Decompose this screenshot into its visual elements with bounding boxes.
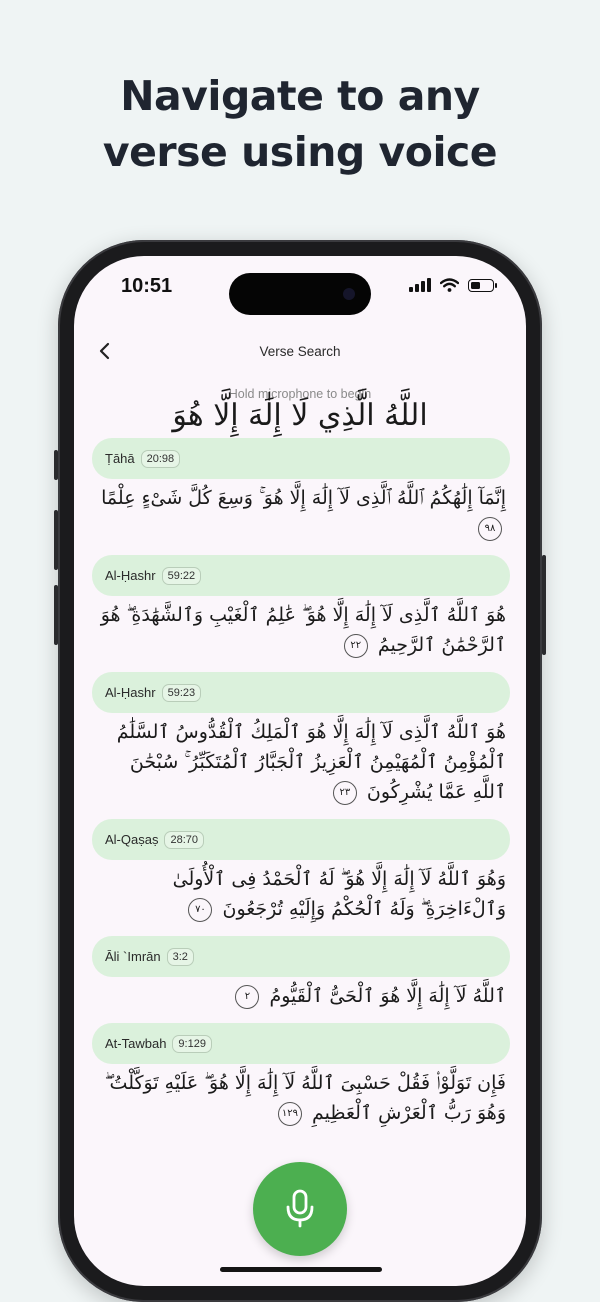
side-button — [542, 555, 546, 655]
verse-text — [92, 596, 510, 660]
result-card[interactable] — [92, 438, 510, 543]
home-indicator[interactable] — [220, 1267, 382, 1272]
verse-text — [92, 977, 510, 1011]
verse-text — [92, 479, 510, 543]
results-list — [92, 438, 510, 1140]
app-screen — [74, 256, 526, 1286]
microphone-button[interactable] — [253, 1162, 347, 1256]
verse-arabic: هُوَ ٱللَّهُ ٱلَّذِى لَآ إِلَٰهَ إِلَّا هُوَ ۖ عَٰلِمُ ٱلْغَيْبِ وَٱلشَّهَٰدَةِ ۖ هُوَ ٱلرَّحْمَٰنُ ٱلرَّحِيمُ — [100, 604, 506, 656]
verse-ref-badge: 59:22 — [162, 567, 202, 585]
verse-arabic: ٱللَّهُ لَآ إِلَٰهَ إِلَّا هُوَ ٱلْحَىُّ ٱلْقَيُّومُ — [269, 985, 506, 1007]
result-card[interactable] — [92, 672, 510, 807]
verse-ref-badge: 28:70 — [164, 831, 204, 849]
cellular-signal-icon — [409, 278, 431, 292]
battery-icon — [468, 279, 494, 292]
ayah-number: ٢ — [235, 985, 259, 1009]
surah-name: Al-Ḥashr — [105, 685, 156, 700]
verse-arabic: وَهُوَ ٱللَّهُ لَآ إِلَٰهَ إِلَّا هُوَ ۖ لَهُ ٱلْحَمْدُ فِى ٱلْأُولَىٰ وَٱلْءَاخِرَةِ ۖ وَلَهُ ٱلْحُكْمُ وَإِلَيْهِ تُرْجَعُونَ — [172, 868, 506, 920]
result-header — [92, 936, 510, 977]
wifi-icon — [440, 278, 459, 292]
result-card[interactable] — [92, 1023, 510, 1128]
ayah-number: ٧٠ — [188, 898, 212, 922]
ayah-number: ١٢٩ — [278, 1102, 302, 1126]
verse-arabic: هُوَ ٱللَّهُ ٱلَّذِى لَآ إِلَٰهَ إِلَّا هُوَ ٱلْمَلِكُ ٱلْقُدُّوسُ ٱلسَّلَٰمُ ٱلْمُؤْمِنُ ٱلْمُهَيْمِنُ ٱلْعَزِيزُ ٱلْجَبَّارُ ٱلْمُتَكَبِّرُ ۚ سُبْحَٰنَ ٱللَّهِ عَمَّا يُشْرِكُونَ — [116, 721, 506, 803]
result-header — [92, 672, 510, 713]
microphone-icon — [283, 1189, 317, 1229]
surah-name: Āli `Imrān — [105, 949, 161, 964]
phone-frame — [58, 240, 542, 1302]
verse-ref-badge: 59:23 — [162, 684, 202, 702]
status-time: 10:51 — [121, 275, 173, 297]
verse-ref-badge: 20:98 — [141, 450, 181, 468]
page-title: Verse Search — [259, 344, 341, 359]
verse-text — [92, 1064, 510, 1128]
ayah-number: ٩٨ — [478, 517, 502, 541]
ayah-number: ٢٣ — [333, 781, 357, 805]
verse-text — [92, 713, 510, 807]
action-button — [54, 450, 58, 480]
surah-name: At-Tawbah — [105, 1036, 167, 1051]
verse-text — [92, 860, 510, 924]
headline-line-2: verse using voice — [102, 128, 498, 176]
surah-name: Al-Ḥashr — [105, 568, 156, 583]
verse-ref-badge: 3:2 — [167, 948, 194, 966]
search-hint: Hold microphone to begin — [228, 387, 372, 401]
status-icons — [409, 278, 494, 292]
verse-arabic: إِنَّمَآ إِلَٰهُكُمُ ٱللَّهُ ٱلَّذِى لَآ إِلَٰهَ إِلَّا هُوَ ۚ وَسِعَ كُلَّ شَىْءٍ عِلْمًا — [101, 487, 506, 509]
result-card[interactable] — [92, 819, 510, 924]
result-header — [92, 819, 510, 860]
result-header — [92, 438, 510, 479]
result-header — [92, 1023, 510, 1064]
headline-line-1: Navigate to any — [120, 72, 480, 120]
ayah-number: ٢٢ — [344, 634, 368, 658]
result-header — [92, 555, 510, 596]
verse-arabic: فَإِن تَوَلَّوْا۟ فَقُلْ حَسْبِىَ ٱللَّهُ لَآ إِلَٰهَ إِلَّا هُوَ ۖ عَلَيْهِ تَوَكَّلْتُ ۖ وَهُوَ رَبُّ ٱلْعَرْشِ ٱلْعَظِيمِ — [104, 1072, 506, 1124]
surah-name: Al-Qaṣaṣ — [105, 832, 159, 847]
verse-ref-badge: 9:129 — [172, 1035, 212, 1053]
volume-up-button — [54, 510, 58, 570]
recognized-query: اللَّهُ الَّذِي لَا إِلَٰهَ إِلَّا هُوَ — [172, 398, 428, 433]
volume-down-button — [54, 585, 58, 645]
dynamic-island — [229, 273, 371, 315]
surah-name: Ṭāhā — [105, 451, 135, 466]
marketing-headline — [0, 68, 600, 180]
result-card[interactable] — [92, 555, 510, 660]
result-card[interactable] — [92, 936, 510, 1011]
